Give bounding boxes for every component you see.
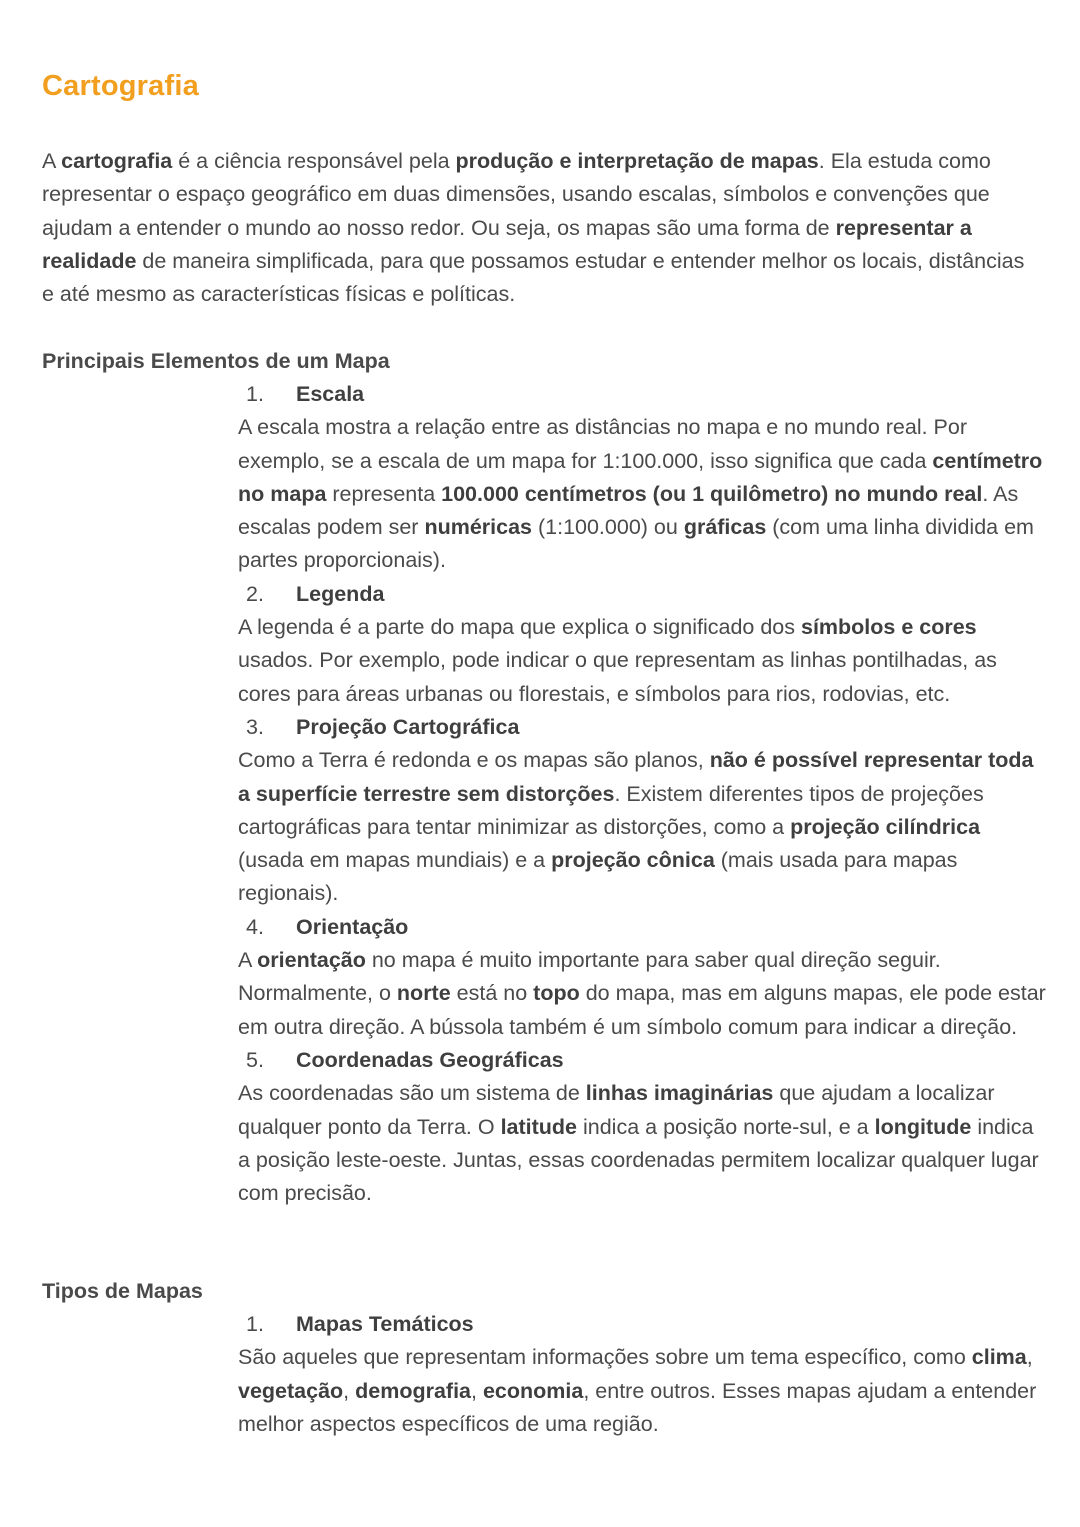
page-title: Cartografia: [42, 70, 199, 102]
list-item-mapas-tematicos: [238, 1308, 1048, 1441]
item-title: Coordenadas Geográficas: [296, 1047, 564, 1072]
list-item-escala: [238, 378, 1048, 578]
intro-paragraph: A cartografia é a ciência responsável pela produção e interpretação de mapas. Ela estuda como representar o espaço geográfico em duas dimensões, usando escalas, símbolos e convenções que ajudam a entender o mundo ao nosso redor. Ou seja, os mapas são uma forma de representar a realidade de maneira simplificada, para que possamos estudar e entender melhor os locais, distâncias e até mesmo as características físicas e políticas.: [42, 149, 1025, 307]
item-number: 1.: [246, 1312, 264, 1336]
list-item-legenda: [238, 578, 1048, 711]
item-number: 3.: [246, 714, 264, 739]
item-number: 1.: [246, 382, 264, 406]
item-title: Projeção Cartográfica: [296, 714, 520, 739]
list-item-coordenadas: [238, 1044, 1048, 1210]
item-body: A legenda é a parte do mapa que explica o significado dos símbolos e cores usados. Por exemplo, pode indicar o que representam as linhas pontilhadas, as cores para áreas urbanas ou florestais, e símbolos para rios, rodovias, etc.: [238, 615, 997, 706]
item-title: Escala: [296, 382, 365, 406]
item-number: 2.: [246, 581, 264, 606]
item-title: Orientação: [296, 914, 409, 939]
list-item-orientacao: [238, 911, 1048, 1044]
map-types-list: [238, 1308, 1048, 1441]
item-body: As coordenadas são um sistema de linhas imaginárias que ajudam a localizar qualquer ponto da Terra. O latitude indica a posição norte-sul, e a longitude indica a posição leste-oeste. Juntas, essas coordenadas permitem localizar qualquer lugar com precisão.: [238, 1081, 1039, 1206]
section-heading-tipos: Tipos de Mapas: [42, 1279, 203, 1303]
item-body: Como a Terra é redonda e os mapas são planos, não é possível representar toda a superfície terrestre sem distorções. Existem diferentes tipos de projeções cartográficas para tentar minimizar as distorções, como a projeção cilíndrica (usada em mapas mundiais) e a projeção cônica (mais usada para mapas regionais).: [238, 748, 1034, 906]
item-body: A escala mostra a relação entre as distâncias no mapa e no mundo real. Por exemplo, se a escala de um mapa for 1:100.000, isso significa que cada centímetro no mapa representa 100.000 centímetros (ou 1 quilômetro) no mundo real. As escalas podem ser numéricas (1:100.000) ou gráficas (com uma linha dividida em partes proporcionais).: [238, 415, 1043, 573]
item-body: São aqueles que representam informações sobre um tema específico, como clima, vegetação, demografia, economia, entre outros. Esses mapas ajudam a entender melhor aspectos específicos de uma região.: [238, 1345, 1037, 1436]
list-item-projecao: [238, 711, 1048, 911]
section-heading-elements: Principais Elementos de um Mapa: [42, 349, 390, 373]
item-title: Mapas Temáticos: [296, 1312, 474, 1336]
item-title: Legenda: [296, 581, 385, 606]
item-number: 5.: [246, 1047, 264, 1072]
item-body: A orientação no mapa é muito importante para saber qual direção seguir. Normalmente, o norte está no topo do mapa, mas em alguns mapas, ele pode estar em outra direção. A bússola também é um símbolo comum para indicar a direção.: [238, 948, 1046, 1039]
item-number: 4.: [246, 914, 264, 939]
elements-list: [238, 378, 1048, 1210]
